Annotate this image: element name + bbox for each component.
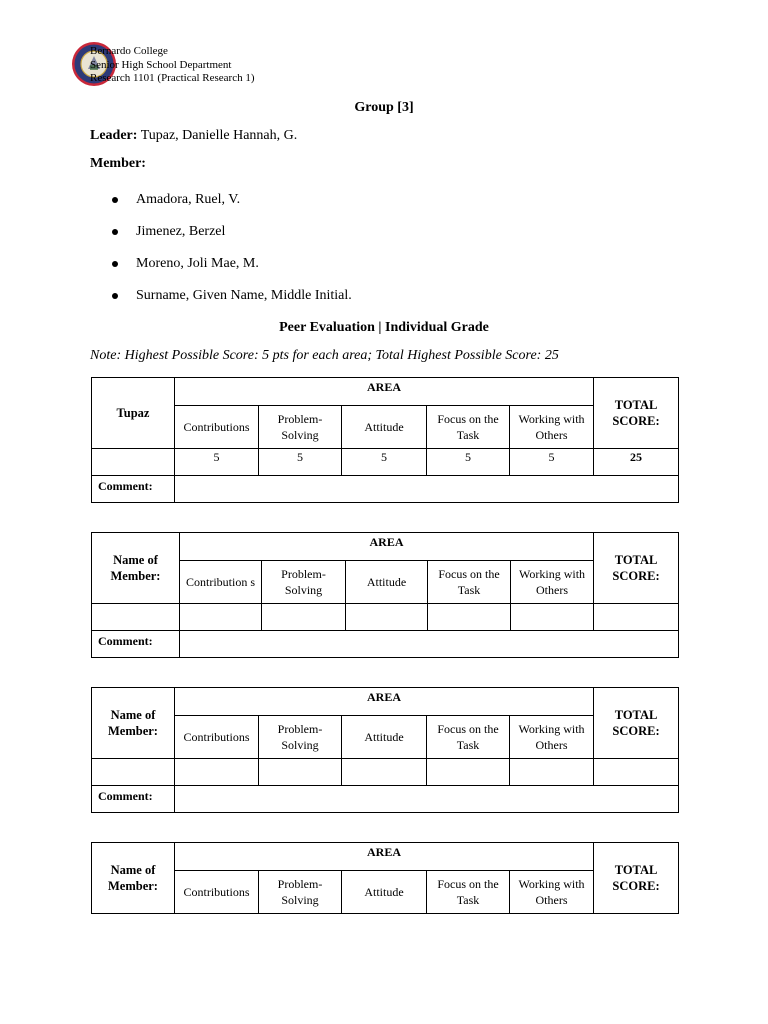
area-contributions: Contributions	[175, 716, 259, 759]
comment-label: Comment:	[92, 786, 175, 813]
list-item	[112, 188, 352, 220]
evaluation-table	[91, 687, 679, 813]
score-cell[interactable]	[428, 604, 511, 631]
score-cell[interactable]: 5	[427, 449, 510, 476]
area-attitude: Attitude	[342, 716, 427, 759]
area-focus: Focus on the Task	[428, 561, 511, 604]
bullet-icon	[112, 197, 118, 203]
member-name: Surname, Given Name, Middle Initial.	[136, 288, 352, 303]
area-header: AREA	[175, 843, 594, 871]
evaluation-table	[91, 377, 679, 503]
area-problem-solving: Problem-Solving	[262, 561, 346, 604]
area-focus: Focus on the Task	[427, 406, 510, 449]
member-label: Member:	[90, 156, 146, 171]
leader-name: Tupaz, Danielle Hannah, G.	[140, 128, 298, 143]
blank-cell	[92, 759, 175, 786]
member-name: Amadora, Ruel, V.	[136, 192, 241, 207]
bullet-icon	[112, 229, 118, 235]
area-focus: Focus on the Task	[427, 871, 510, 914]
blank-cell	[92, 449, 175, 476]
area-working-with-others: Working with Others	[510, 871, 594, 914]
score-cell[interactable]	[175, 759, 259, 786]
member-name: Jimenez, Berzel	[136, 224, 226, 239]
score-cell[interactable]	[259, 759, 342, 786]
score-cell[interactable]	[342, 759, 427, 786]
member-name-cell: Name of Member:	[92, 688, 175, 759]
area-header: AREA	[180, 533, 594, 561]
area-working-with-others: Working with Others	[511, 561, 594, 604]
area-problem-solving: Problem-Solving	[259, 406, 342, 449]
header-line: Research 1101 (Practical Research 1)	[90, 72, 255, 85]
comment-cell[interactable]	[175, 476, 679, 503]
area-attitude: Attitude	[346, 561, 428, 604]
score-cell[interactable]: 5	[259, 449, 342, 476]
score-cell[interactable]	[510, 759, 594, 786]
area-header: AREA	[175, 378, 594, 406]
score-cell[interactable]: 5	[342, 449, 427, 476]
area-problem-solving: Problem-Solving	[259, 871, 342, 914]
score-cell[interactable]	[427, 759, 510, 786]
area-header: AREA	[175, 688, 594, 716]
member-name-cell: Tupaz	[92, 378, 175, 449]
member-list	[112, 188, 352, 316]
evaluation-table	[91, 532, 679, 658]
bullet-icon	[112, 261, 118, 267]
score-cell[interactable]	[262, 604, 346, 631]
comment-label: Comment:	[92, 631, 180, 658]
total-score-cell[interactable]	[594, 759, 679, 786]
group-title: Group [3]	[354, 100, 414, 115]
area-contributions: Contributions	[175, 871, 259, 914]
list-item	[112, 252, 352, 284]
area-attitude: Attitude	[342, 871, 427, 914]
total-score-header: TOTAL SCORE:	[594, 533, 679, 604]
total-score-header: TOTAL SCORE:	[594, 688, 679, 759]
member-name-cell: Name of Member:	[92, 843, 175, 914]
leader-line	[90, 128, 297, 144]
comment-cell[interactable]	[175, 786, 679, 813]
score-cell[interactable]	[180, 604, 262, 631]
area-working-with-others: Working with Others	[510, 716, 594, 759]
blank-cell	[92, 604, 180, 631]
score-cell[interactable]	[346, 604, 428, 631]
score-cell[interactable]: 5	[175, 449, 259, 476]
document-header	[90, 45, 255, 86]
peer-evaluation-title: Peer Evaluation | Individual Grade	[279, 320, 489, 335]
score-cell[interactable]	[511, 604, 594, 631]
area-working-with-others: Working with Others	[510, 406, 594, 449]
bullet-icon	[112, 293, 118, 299]
member-name-cell: Name of Member:	[92, 533, 180, 604]
list-item	[112, 220, 352, 252]
total-score-cell[interactable]	[594, 604, 679, 631]
comment-cell[interactable]	[180, 631, 679, 658]
total-score-cell[interactable]: 25	[594, 449, 679, 476]
area-contributions: Contribution s	[180, 561, 262, 604]
total-score-header: TOTAL SCORE:	[594, 843, 679, 914]
header-line: Bernardo College	[90, 45, 168, 57]
leader-label: Leader:	[90, 128, 138, 143]
header-line: Senior High School Department	[90, 58, 232, 71]
area-contributions: Contributions	[175, 406, 259, 449]
list-item	[112, 284, 352, 316]
total-score-header: TOTAL SCORE:	[594, 378, 679, 449]
score-note: Note: Highest Possible Score: 5 pts for each area; Total Highest Possible Score: 25	[90, 348, 559, 363]
member-name: Moreno, Joli Mae, M.	[136, 256, 259, 271]
evaluation-table	[91, 842, 679, 914]
area-attitude: Attitude	[342, 406, 427, 449]
comment-label: Comment:	[92, 476, 175, 503]
area-focus: Focus on the Task	[427, 716, 510, 759]
score-cell[interactable]: 5	[510, 449, 594, 476]
area-problem-solving: Problem-Solving	[259, 716, 342, 759]
